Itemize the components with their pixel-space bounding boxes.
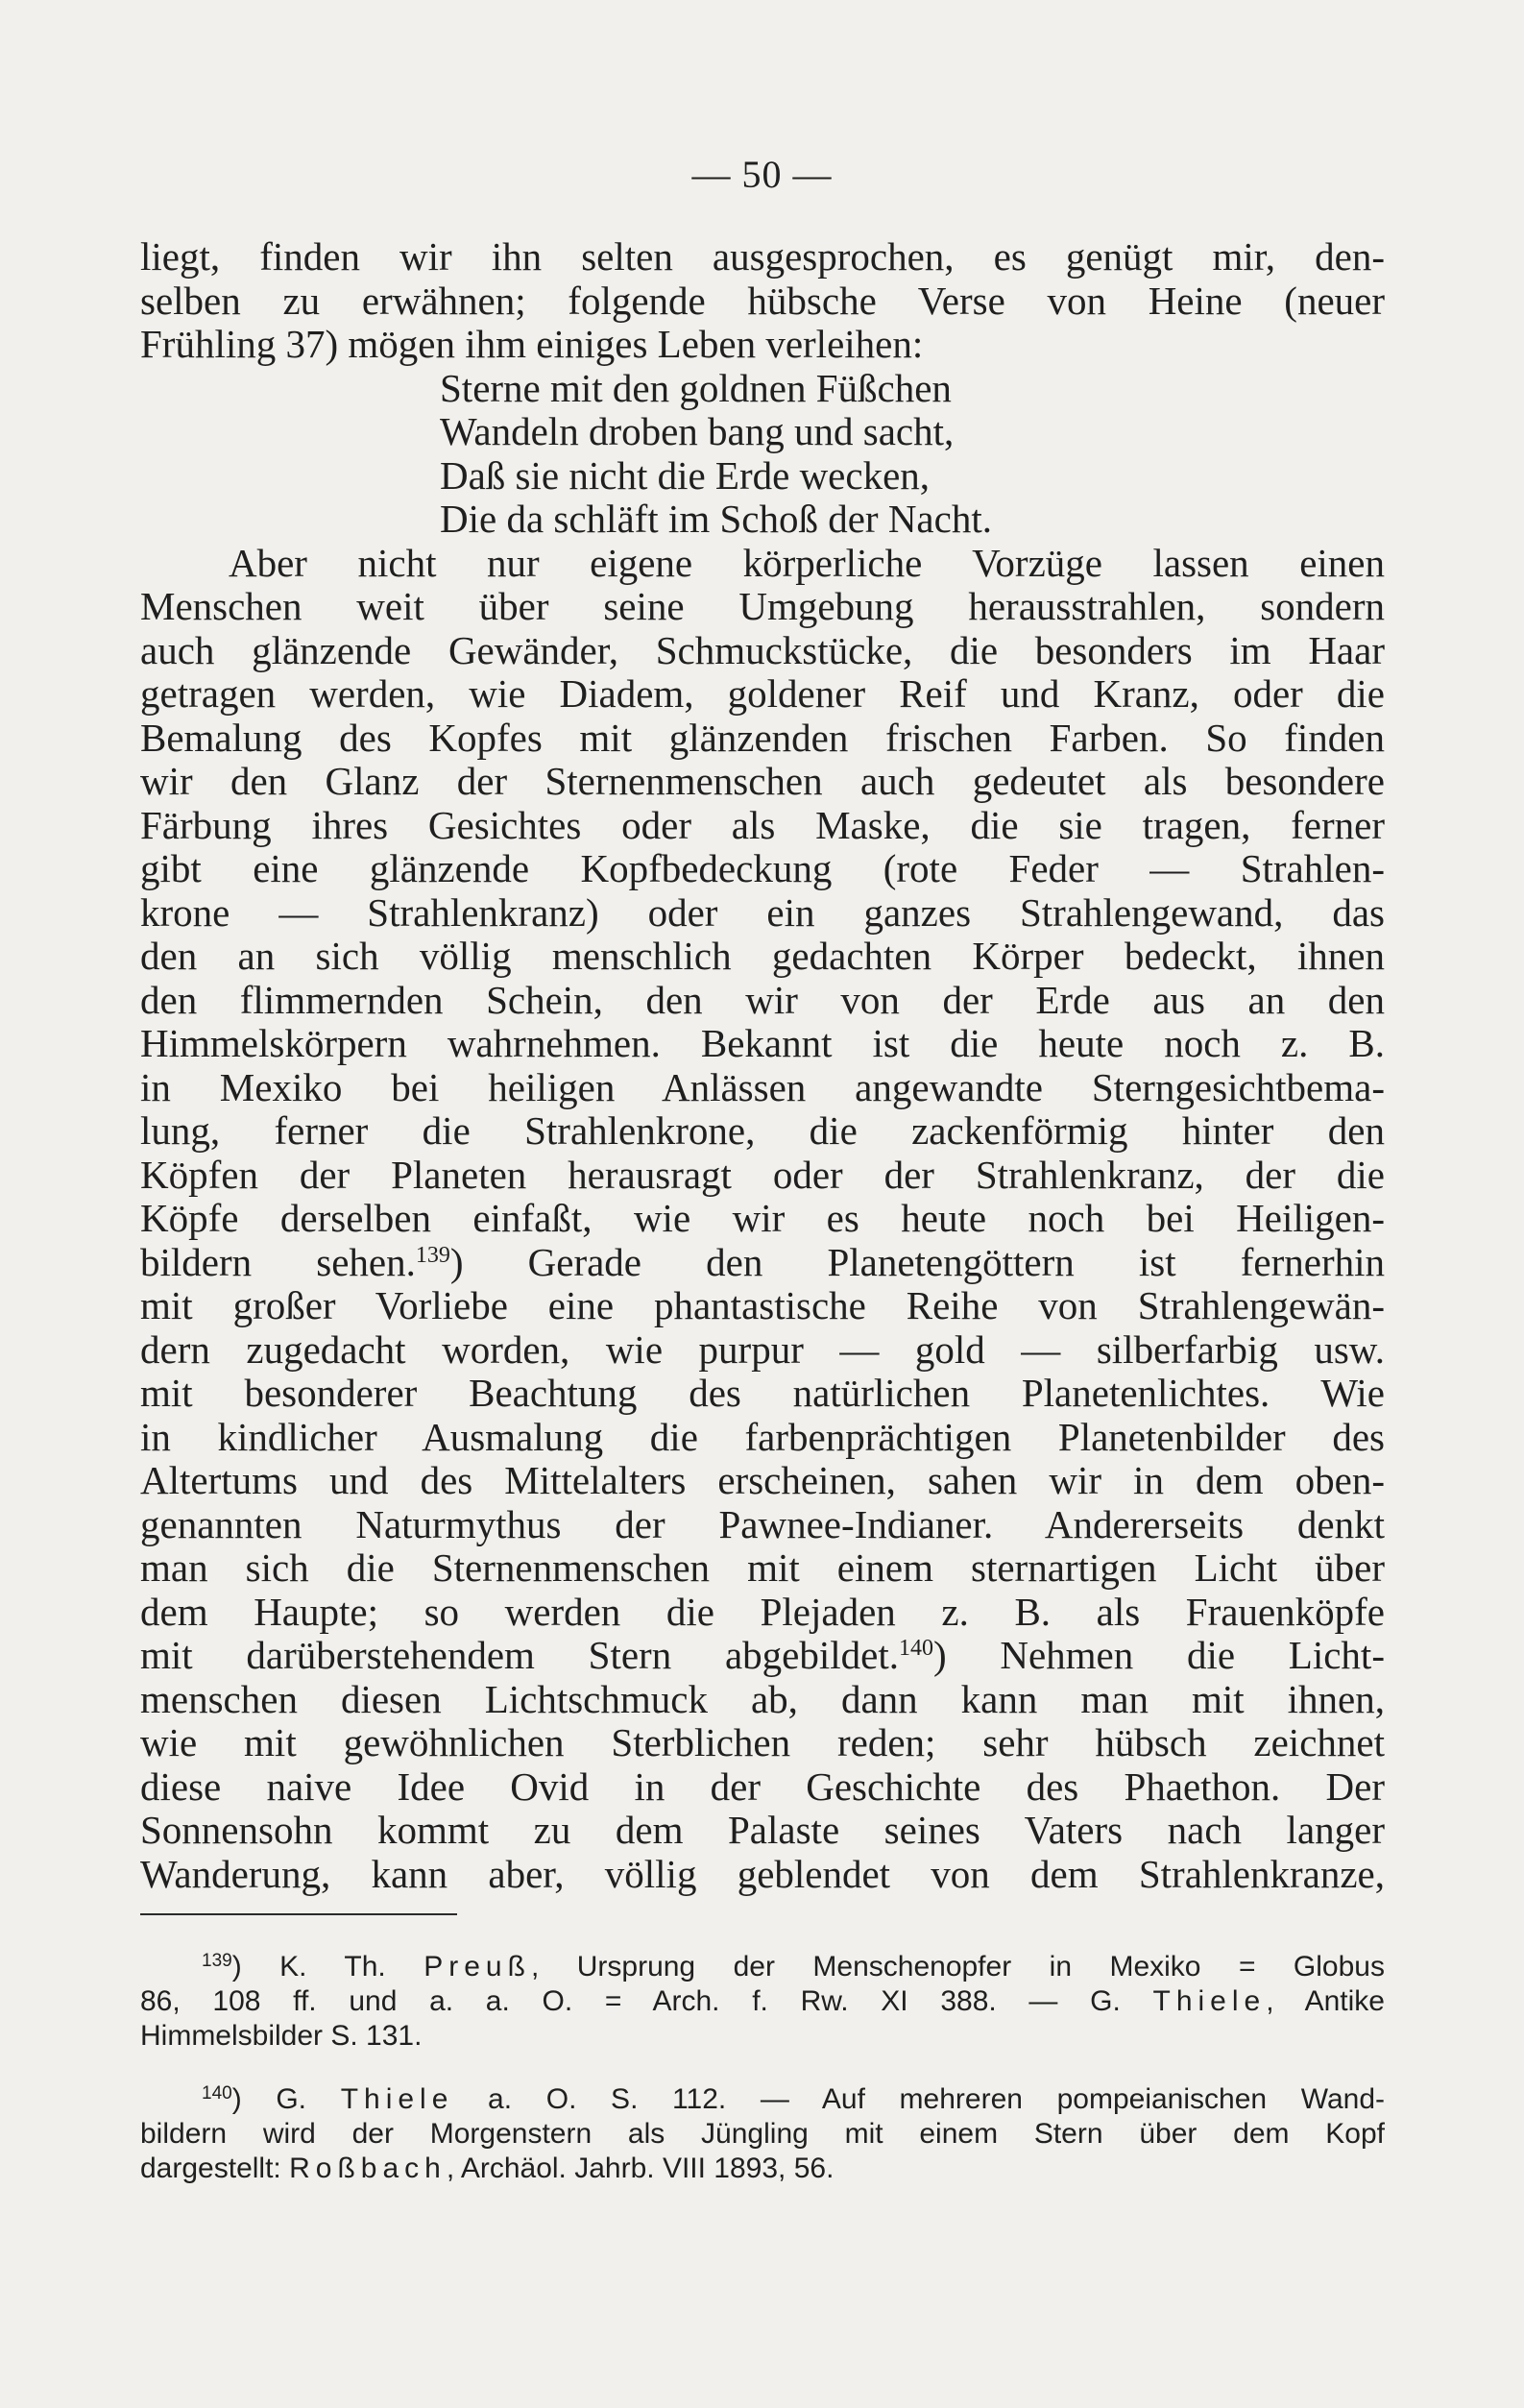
verse-line: Daß sie nicht die Erde wecken, — [440, 452, 931, 498]
text-line: dern zugedacht worden, wie purpur — gold — silberfarbig usw. — [140, 1326, 1385, 1372]
text-line: wir den Glanz der Sternenmenschen auch gedeutet als besondere — [140, 759, 1385, 803]
footnote-text: 86, 108 ff. und a. a. O. = Arch. f. Rw. XI 388. — G. — [140, 1985, 1153, 2017]
text-line: in Mexiko bei heiligen Anlässen angewandte Sterngesichtbema- — [140, 1064, 1385, 1109]
text-line: Menschen weit über seine Umgebung herausstrahlen, sondern — [140, 584, 1385, 628]
footnote-139-line: Himmelsbilder S. 131. — [140, 2020, 423, 2052]
footnote-text: , Ursprung der Menschenopfer in Mexiko = Globus — [530, 1951, 1385, 1982]
text-line: Frühling 37) mögen ihm einiges Leben verleihen: — [140, 322, 924, 366]
text-line-with-footnote-140 — [140, 1634, 1385, 1678]
footnote-gap — [140, 2054, 1385, 2082]
text-line: Wanderung, kann aber, völlig geblendet von dem Strahlenkranze, — [140, 1851, 1385, 1896]
text-line: Köpfen der Planeten herausragt oder der Strahlenkranz, der die — [140, 1152, 1385, 1197]
footnote-text: ) K. Th. — [231, 1951, 424, 1982]
text-fragment: mit darüberstehendem Stern abgebildet. — [140, 1633, 899, 1677]
text-line-with-footnote-139 — [140, 1241, 1385, 1285]
footnote-divider — [140, 1913, 457, 1915]
footnote-mark-140: 140 — [202, 2083, 232, 2104]
text-fragment: ) Nehmen die Licht- — [932, 1633, 1385, 1677]
text-line: man sich die Sternenmenschen mit einem sternartigen Licht über — [140, 1545, 1385, 1590]
text-line: liegt, finden wir ihn selten ausgesprochen, es genügt mir, den- — [140, 234, 1385, 279]
text-fragment: ) Gerade den Planetengöttern ist fernerhin — [449, 1239, 1385, 1284]
text-line: genannten Naturmythus der Pawnee-Indianer. Andererseits denkt — [140, 1501, 1385, 1546]
main-text — [140, 235, 1385, 1896]
verse-line: Sterne mit den goldnen Füßchen — [440, 365, 952, 410]
author-name: Preuß — [423, 1951, 531, 1982]
footnote-ref-140: 140 — [898, 1636, 933, 1661]
footnote-139-line — [140, 1950, 1385, 1984]
footnote-139-line — [140, 1984, 1385, 2019]
author-name: Thiele — [1152, 1985, 1267, 2017]
footnotes — [140, 1950, 1385, 2186]
text-fragment: bildern sehen. — [140, 1239, 416, 1284]
text-line: Himmelskörpern wahrnehmen. Bekannt ist die heute noch z. B. — [140, 1021, 1385, 1065]
text-line: Färbung ihres Gesichtes oder als Maske, die sie tragen, ferner — [140, 802, 1385, 847]
footnote-text: , Archäol. Jahrb. VIII 1893, 56. — [446, 2153, 835, 2184]
verse-line: Die da schläft im Schoß der Nacht. — [440, 497, 992, 541]
footnote-text: ) G. — [231, 2083, 341, 2115]
text-line: menschen diesen Lichtschmuck ab, dann kann man mit ihnen, — [140, 1676, 1385, 1721]
text-line: getragen werden, wie Diadem, goldener Reif und Kranz, oder die — [140, 671, 1385, 716]
text-line: lung, ferner die Strahlenkrone, die zackenförmig hinter den — [140, 1108, 1385, 1153]
footnote-140-line: bildern wird der Morgenstern als Jüngling mit einem Stern über dem Kopf — [140, 2118, 1385, 2150]
text-line: in kindlicher Ausmalung die farbenprächtigen Planetenbilder des — [140, 1414, 1385, 1459]
text-line: diese naive Idee Ovid in der Geschichte des Phaethon. Der — [140, 1763, 1385, 1809]
author-name: Roßbach — [289, 2153, 447, 2184]
text-line: Aber nicht nur eigene körperliche Vorzüge lassen einen — [229, 540, 1385, 585]
footnote-ref-139: 139 — [415, 1242, 450, 1268]
text-line: dem Haupte; so werden die Plejaden z. B. als Frauenköpfe — [140, 1589, 1385, 1634]
text-line: mit großer Vorliebe eine phantastische Reihe von Strahlengewän- — [140, 1283, 1385, 1327]
text-line: gibt eine glänzende Kopfbedeckung (rote Feder — Strahlen- — [140, 846, 1385, 890]
text-line: Bemalung des Kopfes mit glänzenden frischen Farben. So finden — [140, 715, 1385, 760]
footnote-mark-139: 139 — [202, 1951, 232, 1971]
text-line: den an sich völlig menschlich gedachten Körper bedeckt, ihnen — [140, 934, 1385, 978]
text-line: den flimmernden Schein, den wir von der Erde aus an den — [140, 977, 1385, 1022]
verse-line: Wandeln droben bang und sacht, — [440, 409, 955, 453]
text-line: mit besonderer Beachtung des natürlichen Planetenlichtes. Wie — [140, 1371, 1385, 1415]
text-line: krone — Strahlenkranz) oder ein ganzes Strahlengewand, das — [140, 889, 1385, 935]
text-line: auch glänzende Gewänder, Schmuckstücke, die besonders im Haar — [140, 627, 1385, 672]
footnote-140-line — [140, 2082, 1385, 2117]
text-line: Köpfe derselben einfaßt, wie wir es heute noch bei Heiligen- — [140, 1196, 1385, 1240]
footnote-text: dargestellt: — [140, 2153, 290, 2184]
footnote-text: , Antike — [1266, 1985, 1385, 2017]
text-line: wie mit gewöhnlichen Sterblichen reden; sehr hübsch zeichnet — [140, 1720, 1385, 1764]
footnote-140-line — [140, 2152, 1385, 2186]
footnote-text: a. O. S. 112. — Auf mehreren pompeianischen Wand- — [453, 2083, 1385, 2115]
page-number: — 50 — — [691, 153, 833, 196]
author-name: Thiele — [340, 2083, 454, 2115]
text-line: selben zu erwähnen; folgende hübsche Verse von Heine (neuer — [140, 278, 1385, 323]
text-line: Altertums und des Mittelalters erscheinen, sahen wir in dem oben- — [140, 1458, 1385, 1502]
text-line: Sonnensohn kommt zu dem Palaste seines Vaters nach langer — [140, 1808, 1385, 1852]
